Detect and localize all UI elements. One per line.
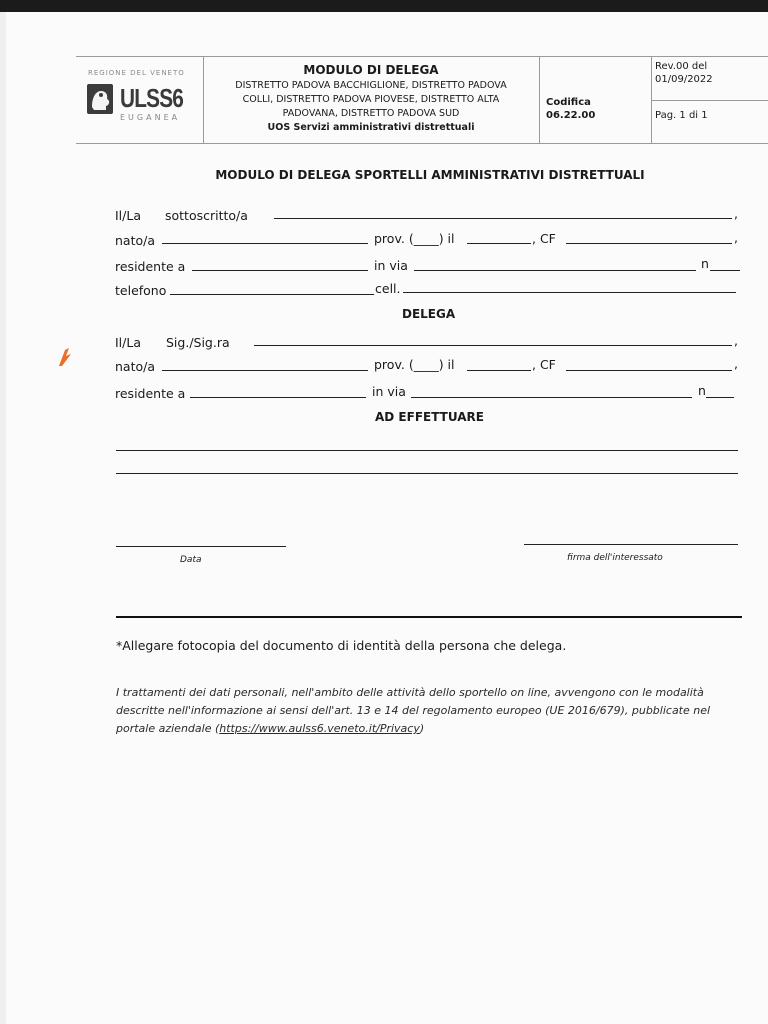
logo-ulss: ULSS6 — [120, 83, 184, 113]
section-separator — [116, 616, 742, 618]
comma-mark: , — [734, 230, 738, 245]
districts-line-3: PADOVANA, DISTRETTO PADOVA SUD — [282, 108, 460, 119]
ad-effettuare-heading: AD EFFETTUARE — [375, 410, 484, 424]
prov-il-label: prov. (____) il — [374, 231, 455, 246]
via-label: in via — [374, 258, 408, 273]
revision-line-1: Rev.00 del — [655, 61, 708, 72]
firma-label: firma dell'interessato — [567, 553, 663, 563]
sig-label: Sig./Sig.ra — [166, 335, 230, 350]
scan-mark-icon — [56, 346, 74, 368]
document-page — [6, 12, 768, 1024]
comma-mark: , — [734, 356, 738, 371]
uos-line: UOS Servizi amministrativi distrettuali — [267, 122, 475, 133]
header-districts — [206, 79, 536, 135]
comma-mark: , — [734, 206, 738, 221]
attachment-note: *Allegare fotocopia del documento di identità della persona che delega. — [116, 638, 567, 653]
delegato-residenza-field[interactable] — [190, 397, 366, 398]
page-number: Pag. 1 di 1 — [655, 110, 708, 121]
privacy-notice — [116, 684, 746, 738]
privacy-end: ) — [419, 722, 425, 735]
logo-euganea: EUGANEA — [120, 113, 181, 122]
codifica-label: Codifica — [546, 97, 591, 108]
delegato-via-field[interactable] — [411, 397, 692, 398]
form-title: MODULO DI DELEGA SPORTELLI AMMINISTRATIVI DISTRETTUALI — [215, 168, 645, 182]
operazione-field-1[interactable] — [116, 450, 738, 451]
codifica-value: 06.22.00 — [546, 110, 596, 121]
cellulare-field[interactable] — [403, 292, 736, 293]
nato-label: nato/a — [115, 233, 156, 248]
header-divider — [539, 57, 540, 143]
residente-label: residente a — [115, 259, 186, 274]
privacy-text: I trattamenti dei dati personali, nell'ambito delle attività dello sportello on line, avvengono con le modalità descritte nell'informazione ai sensi dell'art. 13 e 14 del regolamento europeo (UE 2016/679), pubblicate nel portale aziendale ( — [116, 686, 711, 735]
via-label: in via — [372, 384, 406, 399]
prov-il-label: prov. (____) il — [374, 357, 455, 372]
delegato-numero-civico-field[interactable] — [706, 397, 734, 398]
residente-label: residente a — [115, 386, 186, 401]
il-la-label: Il/La — [115, 208, 141, 223]
logo-region-text: REGIONE DEL VENETO — [88, 69, 185, 77]
sottoscritto-label: sottoscritto/a — [165, 208, 248, 223]
residenza-field[interactable] — [192, 270, 368, 271]
data-label: Data — [180, 555, 202, 565]
data-nascita-field[interactable] — [467, 243, 531, 244]
revision-info — [655, 60, 713, 86]
numero-label: n — [698, 383, 706, 398]
via-field[interactable] — [414, 270, 696, 271]
delega-heading: DELEGA — [402, 307, 456, 321]
cf-label: , CF — [532, 357, 556, 372]
delegato-luogo-nascita-field[interactable] — [162, 370, 368, 371]
header-title: MODULO DI DELEGA — [303, 63, 439, 77]
operazione-field-2[interactable] — [116, 473, 738, 474]
districts-line-2: COLLI, DISTRETTO PADOVA PIOVESE, DISTRETTO ALTA — [242, 94, 500, 105]
cell-label: cell. — [375, 281, 401, 296]
privacy-link[interactable]: https://www.aulss6.veneto.it/Privacy — [219, 722, 420, 735]
firma-field[interactable] — [524, 544, 738, 545]
delegato-nome-field[interactable] — [254, 345, 732, 346]
document-header — [76, 56, 768, 144]
nato-label: nato/a — [115, 359, 156, 374]
scan-top-edge — [0, 0, 768, 12]
delegato-data-nascita-field[interactable] — [467, 370, 531, 371]
comma-mark: , — [734, 333, 738, 348]
il-la-label: Il/La — [115, 335, 141, 350]
revision-date: 01/09/2022 — [655, 74, 713, 85]
numero-civico-field[interactable] — [710, 270, 740, 271]
cf-label: , CF — [532, 231, 556, 246]
header-divider — [203, 57, 204, 143]
lion-emblem-icon — [86, 83, 114, 115]
delegato-codice-fiscale-field[interactable] — [566, 370, 732, 371]
telefono-label: telefono — [115, 283, 167, 298]
districts-line-1: DISTRETTO PADOVA BACCHIGLIONE, DISTRETTO PADOVA — [235, 80, 507, 91]
codice-fiscale-field[interactable] — [566, 243, 732, 244]
header-divider — [651, 100, 768, 101]
data-field[interactable] — [116, 546, 286, 547]
sottoscritto-field[interactable] — [274, 218, 732, 219]
telefono-field[interactable] — [170, 294, 374, 295]
numero-label: n — [701, 256, 709, 271]
luogo-nascita-field[interactable] — [162, 243, 368, 244]
